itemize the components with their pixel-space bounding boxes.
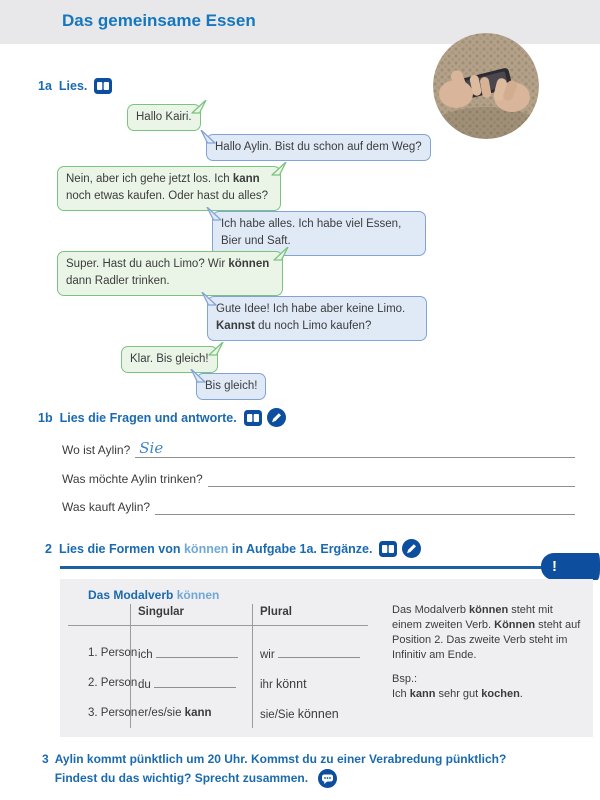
example-label: Bsp.: — [392, 673, 418, 686]
bubble-text: Super. Hast du auch Limo? Wir können dann Radler trinken. — [66, 258, 270, 288]
task-2-instruction: Lies die Formen von können in Aufgabe 1a. Ergänze. — [58, 541, 373, 556]
question-row — [62, 469, 575, 487]
bubble-text: Ich habe alles. Ich habe viel Essen, Bier und Saft. — [221, 218, 402, 248]
column-header-plural: Plural — [260, 606, 292, 618]
row-label: 1. Person — [88, 647, 138, 659]
hands-phone-illustration — [433, 33, 539, 139]
bubble-tail — [273, 247, 289, 261]
question-label: Wo ist Aylin? — [62, 443, 131, 457]
question-label: Was kauft Aylin? — [62, 500, 151, 514]
bubble-tail — [271, 162, 287, 176]
photo-hands-phone — [433, 33, 539, 139]
bubble-text: Hallo Aylin. Bist du schon auf dem Weg? — [215, 141, 422, 153]
bubble-tail — [191, 100, 207, 114]
task-2-header — [45, 539, 421, 558]
chat-bubble — [207, 296, 427, 341]
table-cell-singular[interactable]: du — [138, 677, 236, 691]
task-2-number: 2 — [45, 541, 52, 556]
table-cell-singular[interactable]: ich — [138, 647, 238, 661]
handwritten-answer: Sie — [139, 439, 164, 457]
chat-bubble — [57, 166, 281, 211]
task-3-instruction — [55, 750, 507, 788]
task-2-icons — [379, 539, 421, 558]
task-3-line1: Aylin kommt pünktlich um 20 Uhr. Kommst du zu einer Verabredung pünktlich? — [54, 752, 507, 766]
row-label: 3. Person — [88, 707, 138, 719]
task-1b-number: 1b — [38, 410, 53, 425]
book-icon — [94, 78, 112, 94]
bubble-tail — [208, 342, 224, 356]
answer-line[interactable] — [155, 497, 575, 515]
task-1b-instruction: Lies die Fragen und antworte. — [59, 410, 237, 425]
chat-bubble — [206, 134, 431, 161]
grammar-note-text: Das Modalverb können steht mit einem zweiten Verb. Können steht auf Position 2. Das zweite Verb steht im Infinitiv am Ende. — [392, 604, 581, 661]
table-cell-plural: ihr könnt — [260, 677, 307, 691]
grammar-box-title: Das Modalverb können — [88, 588, 220, 602]
bubble-text: Nein, aber ich gehe jetzt los. Ich kann noch etwas kaufen. Oder hast du alles? — [66, 173, 269, 203]
pencil-icon — [267, 408, 286, 427]
chat-bubble — [196, 373, 266, 400]
task-1a-header — [38, 78, 112, 94]
bubble-tail — [200, 130, 216, 144]
task-1a-icons — [94, 78, 112, 94]
pencil-icon — [402, 539, 421, 558]
column-header-singular: Singular — [138, 606, 185, 618]
question-row — [62, 497, 575, 515]
grammar-box — [60, 579, 593, 737]
grammar-note — [392, 603, 584, 702]
bubble-text: Klar. Bis gleich! — [130, 353, 209, 365]
task-3-number: 3 — [42, 752, 49, 766]
answer-line[interactable] — [135, 440, 575, 458]
table-divider — [252, 604, 253, 728]
question-label: Was möchte Aylin trinken? — [62, 472, 203, 486]
task-3-header — [42, 750, 506, 788]
book-icon — [244, 410, 262, 426]
task-3-line2: Findest du das wichtig? Sprecht zusammen. — [54, 771, 309, 786]
chat-bubble — [212, 211, 426, 256]
section-rule — [60, 566, 542, 569]
speech-icon — [318, 769, 337, 788]
bubble-text: Bis gleich! — [205, 380, 258, 392]
chat-bubble — [127, 104, 201, 131]
row-label: 2. Person — [88, 677, 138, 689]
bubble-tail — [206, 207, 222, 221]
page-title: Das gemeinsame Essen — [62, 11, 256, 30]
alert-badge: ! — [541, 553, 600, 580]
chat-bubble — [57, 251, 283, 296]
table-cell-plural: sie/Sie können — [260, 707, 339, 721]
task-1a-instruction: Lies. — [58, 79, 88, 93]
bubble-tail — [201, 292, 217, 306]
task-1b-icons — [244, 408, 286, 427]
table-horizontal-rule — [68, 625, 368, 626]
task-1a-number: 1a — [38, 79, 52, 93]
table-cell-singular: er/es/sie kann — [138, 707, 212, 719]
task-1b-header — [38, 408, 286, 427]
table-cell-plural[interactable]: wir — [260, 647, 360, 661]
book-icon — [379, 541, 397, 557]
example-sentence: Ich kann sehr gut kochen. — [392, 688, 523, 701]
question-row — [62, 440, 575, 458]
answer-line[interactable] — [208, 469, 575, 487]
bubble-text: Hallo Kairi. — [136, 111, 192, 123]
bubble-text: Gute Idee! Ich habe aber keine Limo. Kannst du noch Limo kaufen? — [216, 303, 406, 333]
bubble-tail — [190, 369, 206, 383]
